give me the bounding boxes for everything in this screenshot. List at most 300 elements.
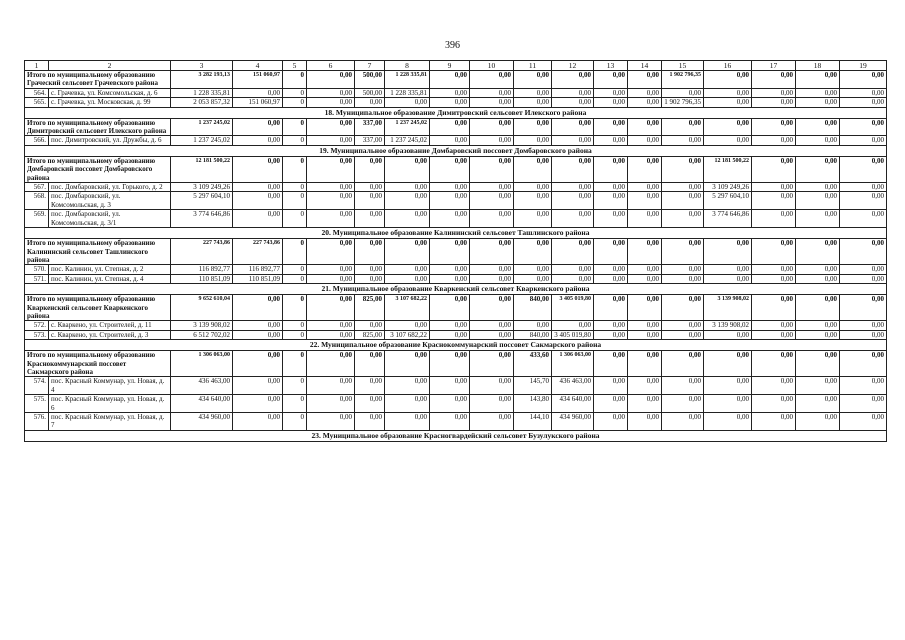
table-cell: 0	[283, 295, 307, 321]
table-cell: 3 139 908,02	[171, 321, 233, 330]
table-cell: 0,00	[552, 98, 594, 107]
table-row	[25, 395, 887, 413]
table-cell: 0,00	[752, 136, 796, 145]
header-row	[25, 61, 887, 71]
table-cell: 0,00	[704, 377, 752, 395]
total-row	[25, 239, 887, 265]
table-cell: 0,00	[752, 71, 796, 89]
table-cell: 0,00	[355, 413, 385, 431]
table-cell: 3 282 193,13	[171, 71, 233, 89]
table-cell: 0,00	[752, 321, 796, 330]
table-cell: 0,00	[514, 71, 552, 89]
table-cell: 0,00	[233, 351, 283, 377]
table-cell: 0,00	[840, 156, 887, 182]
table-cell: 0,00	[514, 274, 552, 283]
row-number: 574.	[25, 377, 49, 395]
table-cell: 0	[283, 192, 307, 210]
table-cell: 0,00	[552, 274, 594, 283]
table-cell: 0,00	[628, 192, 662, 210]
table-cell: 1 228 335,81	[385, 71, 430, 89]
total-row	[25, 118, 887, 136]
table-cell: 0,00	[662, 265, 704, 274]
table-cell: 0,00	[355, 239, 385, 265]
table-cell: 0,00	[840, 71, 887, 89]
table-cell: 0,00	[470, 71, 514, 89]
table-cell: 6 512 702,02	[171, 330, 233, 339]
table-cell: 0,00	[796, 118, 840, 136]
table-cell: 0,00	[430, 192, 470, 210]
table-cell: 3 405 019,80	[552, 330, 594, 339]
table-cell: 0,00	[704, 118, 752, 136]
table-cell: 0,00	[514, 321, 552, 330]
table-cell: 12 181 500,22	[171, 156, 233, 182]
column-header-17: 17	[752, 61, 796, 71]
table-cell: 0	[283, 274, 307, 283]
total-label: Итого по муниципальному образованию Граческий сельсовет Грачевского района	[25, 71, 171, 89]
table-cell: 0,00	[594, 88, 628, 97]
column-header-7: 7	[355, 61, 385, 71]
table-cell: 0,00	[662, 413, 704, 431]
table-cell: 0,00	[752, 156, 796, 182]
total-label: Итого по муниципальному образованию Кваркенский сельсовет Кваркенского района	[25, 295, 171, 321]
table-cell: 0,00	[796, 377, 840, 395]
table-cell: 0,00	[594, 321, 628, 330]
address-cell: пос. Красный Коммунар, ул. Новая, д. 7	[49, 413, 171, 431]
table-cell: 0,00	[752, 210, 796, 228]
table-cell: 0,00	[662, 395, 704, 413]
table-cell: 144,10	[514, 413, 552, 431]
table-cell: 0,00	[307, 156, 355, 182]
table-cell: 1 237 245,02	[385, 118, 430, 136]
table-cell: 0,00	[233, 413, 283, 431]
column-header-18: 18	[796, 61, 840, 71]
address-cell: пос. Домбаровский, ул. Комсомольская, д. 3/1	[49, 210, 171, 228]
table-cell: 0,00	[470, 136, 514, 145]
table-cell: 0,00	[840, 274, 887, 283]
table-cell: 0,00	[385, 98, 430, 107]
table-row	[25, 377, 887, 395]
section-row	[25, 107, 887, 118]
table-cell: 0,00	[470, 274, 514, 283]
table-cell: 0,00	[233, 136, 283, 145]
row-number: 568.	[25, 192, 49, 210]
table-cell: 0,00	[430, 156, 470, 182]
table-cell: 0,00	[628, 274, 662, 283]
page-number: 396	[445, 40, 460, 51]
table-cell: 434 640,00	[552, 395, 594, 413]
table-cell: 0,00	[840, 136, 887, 145]
table-cell: 0,00	[840, 351, 887, 377]
table-row	[25, 183, 887, 192]
table-cell: 0,00	[470, 330, 514, 339]
table-cell: 0,00	[594, 210, 628, 228]
address-cell: с. Грачевка, ул. Комсомольская, д. 6	[49, 88, 171, 97]
table-cell: 0,00	[752, 413, 796, 431]
table-cell: 0,00	[628, 351, 662, 377]
table-cell: 0,00	[355, 210, 385, 228]
table-cell: 840,00	[514, 330, 552, 339]
table-cell: 0,00	[470, 395, 514, 413]
column-header-6: 6	[307, 61, 355, 71]
table-cell: 0,00	[307, 265, 355, 274]
address-cell: пос. Домбаровский, ул. Комсомольская, д. 3	[49, 192, 171, 210]
table-cell: 0,00	[307, 183, 355, 192]
total-label: Итого по муниципальному образованию Краснокоммунарский поссовет Сакмарского района	[25, 351, 171, 377]
table-row	[25, 274, 887, 283]
table-cell: 0,00	[430, 239, 470, 265]
table-cell: 0,00	[752, 351, 796, 377]
table-cell: 0,00	[355, 321, 385, 330]
table-cell: 0,00	[552, 239, 594, 265]
table-cell: 0,00	[752, 239, 796, 265]
table-cell: 0,00	[470, 98, 514, 107]
table-cell: 0,00	[594, 295, 628, 321]
table-cell: 0,00	[430, 295, 470, 321]
table-cell: 0,00	[704, 98, 752, 107]
table-cell: 3 109 249,26	[171, 183, 233, 192]
table-cell: 0,00	[307, 98, 355, 107]
table-cell: 0,00	[628, 88, 662, 97]
table-cell: 0,00	[840, 330, 887, 339]
table-cell: 0,00	[594, 98, 628, 107]
table-cell: 0,00	[752, 265, 796, 274]
table-cell: 0,00	[430, 183, 470, 192]
table-cell: 0,00	[233, 118, 283, 136]
table-cell: 0,00	[470, 239, 514, 265]
table-cell: 3 107 682,22	[385, 295, 430, 321]
table-cell: 0,00	[796, 265, 840, 274]
table-cell: 0,00	[514, 88, 552, 97]
table-cell: 0,00	[796, 156, 840, 182]
table-cell: 151 060,97	[233, 71, 283, 89]
table-cell: 0	[283, 98, 307, 107]
table-cell: 0,00	[594, 377, 628, 395]
table-cell: 0,00	[385, 183, 430, 192]
table-cell: 0,00	[662, 351, 704, 377]
address-cell: с. Кваркено, ул. Строителей, д. 11	[49, 321, 171, 330]
address-cell: пос. Калинин, ул. Степная, д. 2	[49, 265, 171, 274]
table-cell: 0,00	[704, 136, 752, 145]
table-cell: 151 060,97	[233, 98, 283, 107]
data-table	[24, 60, 887, 442]
table-cell: 227 743,86	[233, 239, 283, 265]
table-cell: 825,00	[355, 330, 385, 339]
table-cell: 0,00	[796, 395, 840, 413]
table-cell: 1 237 245,02	[385, 136, 430, 145]
column-header-11: 11	[514, 61, 552, 71]
table-cell: 0,00	[628, 377, 662, 395]
table-cell: 0,00	[470, 351, 514, 377]
table-cell: 1 306 063,00	[552, 351, 594, 377]
address-cell: с. Грачевка, ул. Московская, д. 99	[49, 98, 171, 107]
table-cell: 500,00	[355, 88, 385, 97]
table-cell: 0,00	[470, 156, 514, 182]
table-cell: 5 297 604,10	[704, 192, 752, 210]
table-cell: 840,00	[514, 295, 552, 321]
column-header-12: 12	[552, 61, 594, 71]
table-cell: 0,00	[470, 321, 514, 330]
table-cell: 0,00	[662, 156, 704, 182]
table-cell: 0,00	[752, 118, 796, 136]
table-cell: 0,00	[233, 395, 283, 413]
table-cell: 0,00	[752, 88, 796, 97]
table-cell: 1 228 335,81	[171, 88, 233, 97]
table-cell: 0,00	[430, 413, 470, 431]
column-header-16: 16	[704, 61, 752, 71]
table-cell: 0,00	[796, 210, 840, 228]
table-cell: 0,00	[307, 330, 355, 339]
table-cell: 0,00	[514, 239, 552, 265]
table-cell: 0,00	[628, 330, 662, 339]
table-cell: 0,00	[385, 210, 430, 228]
table-cell: 0,00	[430, 395, 470, 413]
table-cell: 0,00	[385, 156, 430, 182]
table-cell: 0,00	[430, 210, 470, 228]
table-cell: 3 107 682,22	[385, 330, 430, 339]
table-cell: 0,00	[430, 265, 470, 274]
table-cell: 0,00	[514, 98, 552, 107]
table-cell: 0,00	[514, 192, 552, 210]
section-title: 23. Муниципальное образование Красногвардейский сельсовет Бузулукского района	[25, 430, 887, 441]
table-cell: 0,00	[233, 88, 283, 97]
table-cell: 0,00	[594, 71, 628, 89]
table-cell: 0,00	[514, 210, 552, 228]
table-cell: 0,00	[430, 88, 470, 97]
table-cell: 0,00	[594, 136, 628, 145]
table-cell: 1 306 063,00	[171, 351, 233, 377]
section-row	[25, 228, 887, 239]
table-cell: 0,00	[752, 377, 796, 395]
column-header-19: 19	[840, 61, 887, 71]
table-cell: 227 743,86	[171, 239, 233, 265]
column-header-3: 3	[171, 61, 233, 71]
table-cell: 0,00	[840, 295, 887, 321]
table-cell: 5 297 604,10	[171, 192, 233, 210]
table-cell: 0,00	[385, 377, 430, 395]
table-cell: 0,00	[840, 377, 887, 395]
column-header-14: 14	[628, 61, 662, 71]
table-cell: 0,00	[430, 321, 470, 330]
table-cell: 0,00	[840, 118, 887, 136]
table-cell: 0,00	[233, 377, 283, 395]
table-row	[25, 88, 887, 97]
table-cell: 0,00	[233, 156, 283, 182]
table-cell: 0,00	[233, 210, 283, 228]
table-cell: 0,00	[628, 265, 662, 274]
total-row	[25, 156, 887, 182]
table-cell: 0,00	[552, 321, 594, 330]
table-row	[25, 330, 887, 339]
table-cell: 0	[283, 88, 307, 97]
table-cell: 0,00	[704, 71, 752, 89]
address-cell: пос. Димитровский, ул. Дружбы, д. 6	[49, 136, 171, 145]
table-cell: 0,00	[307, 136, 355, 145]
table-cell: 825,00	[355, 295, 385, 321]
table-cell: 0,00	[594, 330, 628, 339]
column-header-4: 4	[233, 61, 283, 71]
table-cell: 0,00	[233, 330, 283, 339]
table-cell: 0,00	[628, 210, 662, 228]
table-cell: 0,00	[355, 98, 385, 107]
table-cell: 0,00	[470, 183, 514, 192]
table-row	[25, 98, 887, 107]
table-cell: 3 405 019,80	[552, 295, 594, 321]
table-cell: 0,00	[470, 295, 514, 321]
table-cell: 0,00	[628, 71, 662, 89]
column-header-1: 1	[25, 61, 49, 71]
table-cell: 0,00	[840, 239, 887, 265]
table-cell: 0,00	[552, 210, 594, 228]
table-cell: 0,00	[752, 295, 796, 321]
total-label: Итого по муниципальному образованию Димитровский сельсовет Илекского района	[25, 118, 171, 136]
table-cell: 0,00	[840, 183, 887, 192]
table-cell: 0,00	[233, 192, 283, 210]
table-cell: 0,00	[704, 413, 752, 431]
table-cell: 0,00	[430, 118, 470, 136]
column-header-2: 2	[49, 61, 171, 71]
table-cell: 1 902 796,35	[662, 98, 704, 107]
table-cell: 3 139 908,02	[704, 321, 752, 330]
column-header-15: 15	[662, 61, 704, 71]
table-cell: 0,00	[628, 156, 662, 182]
table-cell: 0	[283, 136, 307, 145]
table-cell: 0,00	[355, 183, 385, 192]
section-row	[25, 145, 887, 156]
table-cell: 0	[283, 330, 307, 339]
table-cell: 0,00	[594, 239, 628, 265]
table-cell: 0,00	[307, 274, 355, 283]
table-cell: 0,00	[307, 395, 355, 413]
table-row	[25, 265, 887, 274]
section-row	[25, 284, 887, 295]
table-cell: 0	[283, 239, 307, 265]
table-cell: 0,00	[796, 330, 840, 339]
table-body	[25, 61, 887, 442]
section-title: 22. Муниципальное образование Краснокоммунарский поссовет Сакмарского района	[25, 340, 887, 351]
table-cell: 0,00	[355, 377, 385, 395]
table-cell: 110 851,09	[171, 274, 233, 283]
column-header-13: 13	[594, 61, 628, 71]
total-row	[25, 71, 887, 89]
address-cell: пос. Домбаровский, ул. Горького, д. 2	[49, 183, 171, 192]
table-cell: 0,00	[752, 192, 796, 210]
table-cell: 0,00	[233, 183, 283, 192]
table-cell: 0,00	[430, 377, 470, 395]
table-cell: 0,00	[704, 395, 752, 413]
row-number: 569.	[25, 210, 49, 228]
address-cell: с. Кваркено, ул. Строителей, д. 3	[49, 330, 171, 339]
address-cell: пос. Красный Коммунар, ул. Новая, д. 6	[49, 395, 171, 413]
table-cell: 0,00	[628, 395, 662, 413]
total-label: Итого по муниципальному образованию Калининский сельсовет Ташлинского района	[25, 239, 171, 265]
table-cell: 0,00	[594, 395, 628, 413]
table-cell: 0	[283, 118, 307, 136]
table-cell: 0,00	[385, 192, 430, 210]
table-cell: 0,00	[752, 183, 796, 192]
table-cell: 0,00	[796, 239, 840, 265]
table-cell: 0,00	[628, 98, 662, 107]
table-cell: 0,00	[796, 136, 840, 145]
table-cell: 0,00	[385, 239, 430, 265]
table-cell: 0,00	[385, 321, 430, 330]
table-cell: 0,00	[552, 118, 594, 136]
address-cell: пос. Калинин, ул. Степная, д. 4	[49, 274, 171, 283]
table-cell: 3 774 646,86	[704, 210, 752, 228]
table-cell: 0,00	[233, 295, 283, 321]
table-cell: 0	[283, 183, 307, 192]
table-cell: 0,00	[628, 136, 662, 145]
row-number: 565.	[25, 98, 49, 107]
table-cell: 2 053 857,32	[171, 98, 233, 107]
total-row	[25, 295, 887, 321]
table-cell: 0,00	[594, 351, 628, 377]
table-cell: 0,00	[796, 183, 840, 192]
table-cell: 0,00	[355, 156, 385, 182]
table-cell: 0,00	[704, 274, 752, 283]
row-number: 573.	[25, 330, 49, 339]
table-cell: 0,00	[840, 395, 887, 413]
table-cell: 0,00	[796, 295, 840, 321]
table-cell: 434 640,00	[171, 395, 233, 413]
table-cell: 0,00	[307, 118, 355, 136]
table-cell: 0,00	[430, 351, 470, 377]
table-cell: 0,00	[796, 321, 840, 330]
table-cell: 0,00	[430, 136, 470, 145]
table-cell: 0,00	[752, 330, 796, 339]
table-cell: 0,00	[552, 183, 594, 192]
table-cell: 0,00	[628, 295, 662, 321]
table-cell: 0,00	[628, 183, 662, 192]
table-cell: 0,00	[594, 192, 628, 210]
table-cell: 0,00	[430, 98, 470, 107]
table-cell: 0,00	[307, 71, 355, 89]
table-cell: 12 181 500,22	[704, 156, 752, 182]
table-cell: 0,00	[796, 413, 840, 431]
table-cell: 0,00	[307, 351, 355, 377]
table-cell: 0,00	[385, 413, 430, 431]
table-cell: 0,00	[430, 274, 470, 283]
table-cell: 434 960,00	[171, 413, 233, 431]
table-cell: 0,00	[662, 295, 704, 321]
table-cell: 0,00	[796, 71, 840, 89]
table-cell: 0,00	[355, 395, 385, 413]
table-cell: 0,00	[628, 413, 662, 431]
row-number: 575.	[25, 395, 49, 413]
table-cell: 0,00	[594, 118, 628, 136]
table-cell: 0,00	[430, 330, 470, 339]
table-cell: 0,00	[662, 192, 704, 210]
section-row	[25, 430, 887, 441]
table-cell: 3 774 646,86	[171, 210, 233, 228]
table-cell: 0,00	[594, 413, 628, 431]
table-cell: 0	[283, 156, 307, 182]
table-cell: 0,00	[385, 274, 430, 283]
table-cell: 0,00	[840, 265, 887, 274]
table-cell: 0,00	[470, 413, 514, 431]
table-cell: 0,00	[307, 88, 355, 97]
table-cell: 0,00	[385, 265, 430, 274]
table-cell: 0,00	[628, 239, 662, 265]
table-cell: 0,00	[355, 192, 385, 210]
table-cell: 436 463,00	[552, 377, 594, 395]
table-cell: 0	[283, 351, 307, 377]
table-cell: 0,00	[552, 156, 594, 182]
table-cell: 0,00	[307, 239, 355, 265]
table-cell: 0,00	[514, 156, 552, 182]
total-label: Итого по муниципальному образованию Домбаровский поссовет Домбаровского района	[25, 156, 171, 182]
table-cell: 0,00	[796, 274, 840, 283]
table-cell: 0	[283, 265, 307, 274]
